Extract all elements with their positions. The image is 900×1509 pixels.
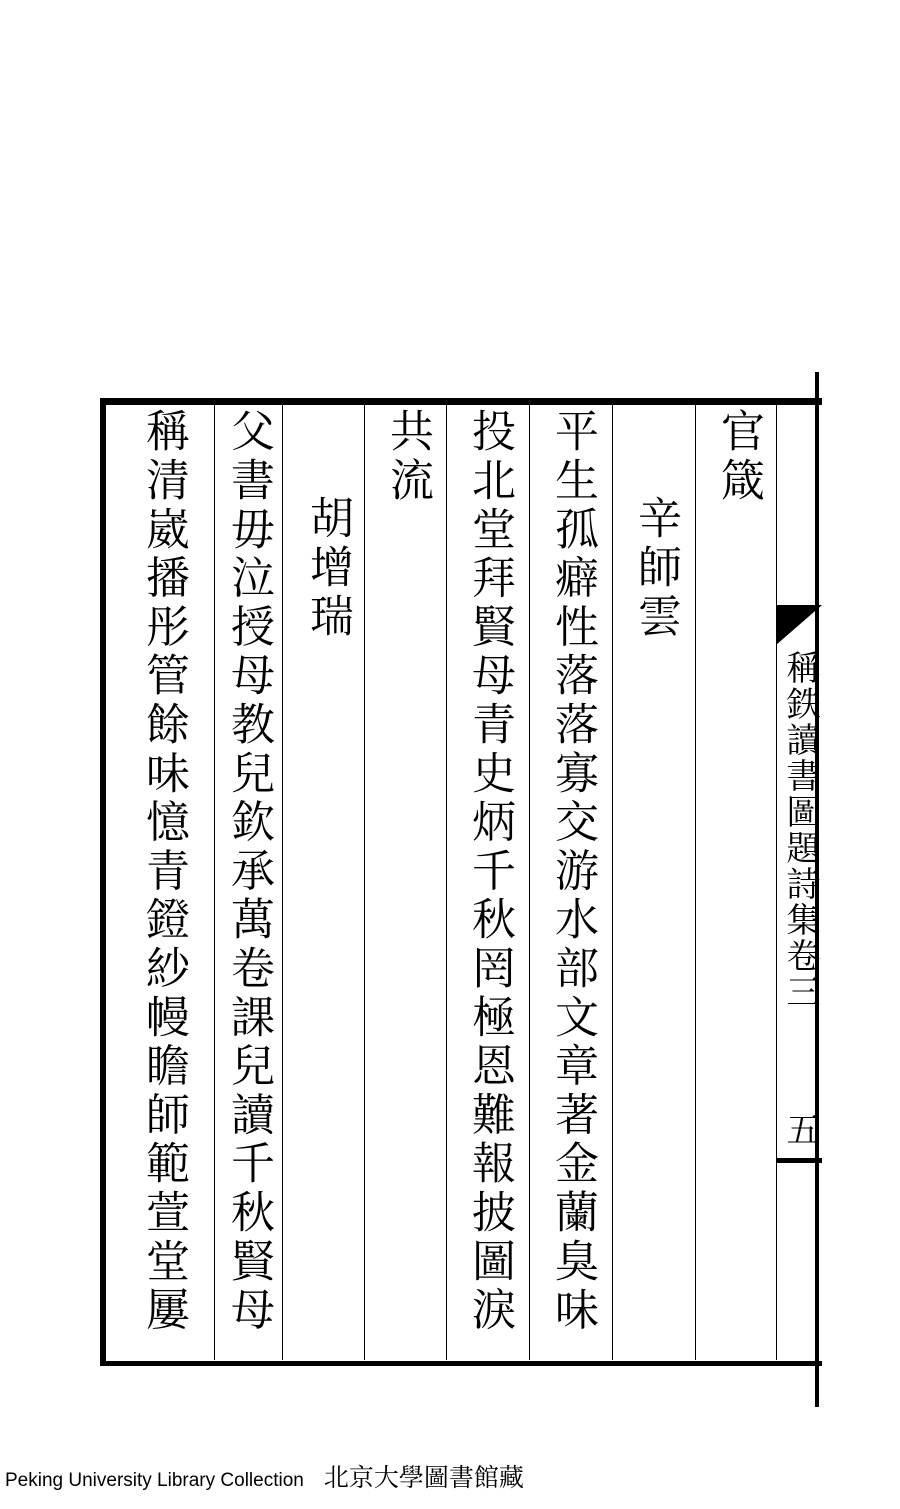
column-verse-end: 共流: [382, 408, 433, 506]
column-rule: [776, 405, 777, 1360]
collection-label-en: Peking University Library Collection: [5, 1470, 304, 1491]
column-rule: [695, 405, 696, 1360]
spine-title: 稱鉄讀書圖題詩集卷三: [780, 650, 820, 1010]
column-rule: [529, 405, 530, 1360]
collection-label-zh: 北京大學圖書館藏: [323, 1463, 524, 1492]
fish-tail-ornament: [776, 605, 822, 645]
column-verse: 投北堂拜賢母青史炳千秋罔極恩難報披圖淚: [464, 408, 515, 1336]
column-author: 辛師雲: [630, 495, 681, 642]
column-rule: [214, 405, 215, 1360]
spine-page-number: 五: [780, 1112, 820, 1146]
column-rule: [446, 405, 447, 1360]
column-verse: 平生孤癖性落落寡交游水部文章著金蘭臭味: [547, 408, 598, 1336]
column-author: 胡增瑞: [302, 495, 353, 642]
column-rule: [282, 405, 283, 1360]
spine-divider: [776, 1158, 822, 1163]
column-verse: 父書毋泣授母教兒欽承萬卷課兒讀千秋賢母: [223, 408, 274, 1336]
column-verse: 稱清崴播彤管餘味憶青鐙紗幔瞻師範萱堂屢: [138, 408, 189, 1336]
collection-footer: [5, 1458, 524, 1494]
column-rule: [364, 405, 365, 1360]
column-title: 官箴: [713, 408, 764, 506]
column-rule: [612, 405, 613, 1360]
